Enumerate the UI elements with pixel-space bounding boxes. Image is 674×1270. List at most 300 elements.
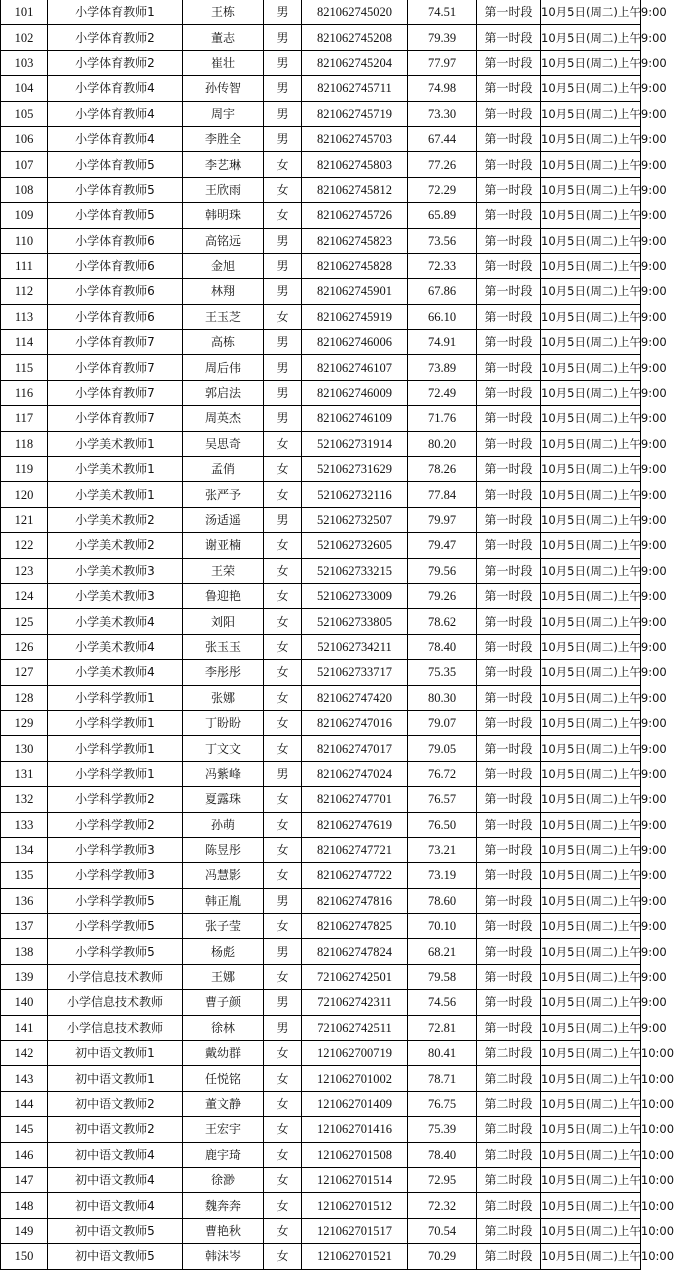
table-row [1, 1015, 641, 1040]
score-cell: 74.51 [408, 0, 477, 25]
row-number: 145 [1, 1117, 48, 1142]
position-cell: 初中语文教师4 [48, 1142, 183, 1167]
row-number: 141 [1, 1015, 48, 1040]
table-row [1, 812, 641, 837]
position-cell: 小学美术教师4 [48, 634, 183, 659]
row-number: 124 [1, 583, 48, 608]
time-cell: 10月5日(周二)上午9:00 [541, 355, 641, 380]
session-cell: 第二时段 [477, 1244, 541, 1269]
session-cell: 第一时段 [477, 837, 541, 862]
table-row [1, 203, 641, 228]
table-row [1, 990, 641, 1015]
session-cell: 第一时段 [477, 583, 541, 608]
row-number: 129 [1, 710, 48, 735]
session-cell: 第一时段 [477, 25, 541, 50]
table-row [1, 761, 641, 786]
time-cell: 10月5日(周二)上午10:00 [541, 1167, 641, 1192]
exam-id-cell: 821062747701 [302, 787, 408, 812]
gender-cell: 女 [264, 964, 302, 989]
position-cell: 小学体育教师2 [48, 50, 183, 75]
time-cell: 10月5日(周二)上午9:00 [541, 279, 641, 304]
exam-id-cell: 821062745726 [302, 203, 408, 228]
position-cell: 小学科学教师3 [48, 837, 183, 862]
gender-cell: 女 [264, 431, 302, 456]
score-cell: 79.47 [408, 533, 477, 558]
position-cell: 小学美术教师3 [48, 558, 183, 583]
table-row [1, 1117, 641, 1142]
name-cell: 陈昱彤 [183, 837, 264, 862]
exam-id-cell: 521062733717 [302, 660, 408, 685]
table-row [1, 0, 641, 25]
gender-cell: 女 [264, 457, 302, 482]
time-cell: 10月5日(周二)上午9:00 [541, 126, 641, 151]
score-cell: 77.84 [408, 482, 477, 507]
time-cell: 10月5日(周二)上午9:00 [541, 812, 641, 837]
row-number: 148 [1, 1193, 48, 1218]
exam-id-cell: 121062701002 [302, 1066, 408, 1091]
name-cell: 王宏宇 [183, 1117, 264, 1142]
time-cell: 10月5日(周二)上午9:00 [541, 431, 641, 456]
table-row [1, 939, 641, 964]
exam-id-cell: 721062742311 [302, 990, 408, 1015]
table-row [1, 1244, 641, 1269]
exam-id-cell: 521062732605 [302, 533, 408, 558]
row-number: 135 [1, 863, 48, 888]
row-number: 140 [1, 990, 48, 1015]
exam-id-cell: 521062733805 [302, 609, 408, 634]
table-row [1, 685, 641, 710]
row-number: 109 [1, 203, 48, 228]
name-cell: 孟俏 [183, 457, 264, 482]
position-cell: 小学体育教师5 [48, 177, 183, 202]
name-cell: 张严予 [183, 482, 264, 507]
name-cell: 王栋 [183, 0, 264, 25]
score-cell: 73.89 [408, 355, 477, 380]
table-row [1, 126, 641, 151]
exam-id-cell: 821062747420 [302, 685, 408, 710]
position-cell: 小学体育教师4 [48, 76, 183, 101]
exam-id-cell: 521062732116 [302, 482, 408, 507]
gender-cell: 女 [264, 837, 302, 862]
score-cell: 72.32 [408, 1193, 477, 1218]
session-cell: 第一时段 [477, 228, 541, 253]
position-cell: 初中语文教师2 [48, 1091, 183, 1116]
session-cell: 第一时段 [477, 253, 541, 278]
table-row [1, 76, 641, 101]
score-cell: 79.56 [408, 558, 477, 583]
score-cell: 65.89 [408, 203, 477, 228]
gender-cell: 女 [264, 177, 302, 202]
table-row [1, 355, 641, 380]
time-cell: 10月5日(周二)上午9:00 [541, 203, 641, 228]
position-cell: 小学体育教师7 [48, 355, 183, 380]
session-cell: 第一时段 [477, 380, 541, 405]
name-cell: 鹿宇琦 [183, 1142, 264, 1167]
gender-cell: 女 [264, 812, 302, 837]
position-cell: 小学体育教师2 [48, 25, 183, 50]
time-cell: 10月5日(周二)上午9:00 [541, 330, 641, 355]
time-cell: 10月5日(周二)上午9:00 [541, 837, 641, 862]
position-cell: 小学美术教师2 [48, 533, 183, 558]
name-cell: 徐林 [183, 1015, 264, 1040]
session-cell: 第二时段 [477, 1117, 541, 1142]
session-cell: 第一时段 [477, 609, 541, 634]
gender-cell: 男 [264, 761, 302, 786]
exam-id-cell: 121062701416 [302, 1117, 408, 1142]
time-cell: 10月5日(周二)上午9:00 [541, 1015, 641, 1040]
gender-cell: 女 [264, 304, 302, 329]
exam-id-cell: 521062733215 [302, 558, 408, 583]
exam-id-cell: 821062745208 [302, 25, 408, 50]
position-cell: 小学科学教师5 [48, 888, 183, 913]
score-cell: 67.86 [408, 279, 477, 304]
position-cell: 小学科学教师2 [48, 787, 183, 812]
exam-id-cell: 821062746109 [302, 406, 408, 431]
row-number: 115 [1, 355, 48, 380]
row-number: 113 [1, 304, 48, 329]
score-cell: 76.72 [408, 761, 477, 786]
time-cell: 10月5日(周二)上午9:00 [541, 634, 641, 659]
session-cell: 第一时段 [477, 482, 541, 507]
row-number: 120 [1, 482, 48, 507]
exam-id-cell: 821062747722 [302, 863, 408, 888]
gender-cell: 男 [264, 25, 302, 50]
table-row [1, 837, 641, 862]
exam-id-cell: 821062745020 [302, 0, 408, 25]
name-cell: 孙传智 [183, 76, 264, 101]
exam-id-cell: 821062746006 [302, 330, 408, 355]
table-row [1, 330, 641, 355]
time-cell: 10月5日(周二)上午9:00 [541, 761, 641, 786]
gender-cell: 男 [264, 279, 302, 304]
position-cell: 小学科学教师2 [48, 812, 183, 837]
position-cell: 小学体育教师4 [48, 126, 183, 151]
exam-id-cell: 821062747017 [302, 736, 408, 761]
time-cell: 10月5日(周二)上午9:00 [541, 736, 641, 761]
score-cell: 66.10 [408, 304, 477, 329]
name-cell: 杨彪 [183, 939, 264, 964]
gender-cell: 男 [264, 330, 302, 355]
gender-cell: 男 [264, 507, 302, 532]
row-number: 147 [1, 1167, 48, 1192]
table-row [1, 583, 641, 608]
exam-id-cell: 821062747825 [302, 914, 408, 939]
session-cell: 第一时段 [477, 279, 541, 304]
exam-id-cell: 821062746009 [302, 380, 408, 405]
time-cell: 10月5日(周二)上午9:00 [541, 76, 641, 101]
gender-cell: 男 [264, 101, 302, 126]
position-cell: 小学美术教师4 [48, 660, 183, 685]
time-cell: 10月5日(周二)上午9:00 [541, 406, 641, 431]
table-row [1, 457, 641, 482]
score-cell: 74.98 [408, 76, 477, 101]
name-cell: 韩沫岑 [183, 1244, 264, 1269]
name-cell: 董文静 [183, 1091, 264, 1116]
gender-cell: 男 [264, 253, 302, 278]
table-row [1, 152, 641, 177]
exam-id-cell: 821062745803 [302, 152, 408, 177]
table-row [1, 304, 641, 329]
gender-cell: 女 [264, 1167, 302, 1192]
name-cell: 汤适遥 [183, 507, 264, 532]
score-cell: 79.97 [408, 507, 477, 532]
name-cell: 冯慧影 [183, 863, 264, 888]
row-number: 139 [1, 964, 48, 989]
session-cell: 第一时段 [477, 76, 541, 101]
exam-id-cell: 121062701521 [302, 1244, 408, 1269]
time-cell: 10月5日(周二)上午9:00 [541, 25, 641, 50]
exam-id-cell: 821062747024 [302, 761, 408, 786]
name-cell: 郭启法 [183, 380, 264, 405]
session-cell: 第一时段 [477, 330, 541, 355]
position-cell: 初中语文教师2 [48, 1117, 183, 1142]
time-cell: 10月5日(周二)上午10:00 [541, 1066, 641, 1091]
position-cell: 小学美术教师4 [48, 609, 183, 634]
table-row [1, 253, 641, 278]
gender-cell: 女 [264, 152, 302, 177]
table-row [1, 1066, 641, 1091]
gender-cell: 女 [264, 533, 302, 558]
exam-id-cell: 821062745204 [302, 50, 408, 75]
position-cell: 小学科学教师1 [48, 685, 183, 710]
session-cell: 第一时段 [477, 304, 541, 329]
exam-id-cell: 121062701409 [302, 1091, 408, 1116]
time-cell: 10月5日(周二)上午9:00 [541, 583, 641, 608]
score-cell: 70.54 [408, 1218, 477, 1243]
position-cell: 初中语文教师1 [48, 1066, 183, 1091]
exam-id-cell: 821062747016 [302, 710, 408, 735]
exam-id-cell: 521062733009 [302, 583, 408, 608]
position-cell: 小学美术教师2 [48, 507, 183, 532]
session-cell: 第一时段 [477, 812, 541, 837]
score-cell: 70.10 [408, 914, 477, 939]
time-cell: 10月5日(周二)上午9:00 [541, 990, 641, 1015]
score-cell: 80.30 [408, 685, 477, 710]
row-number: 146 [1, 1142, 48, 1167]
session-cell: 第一时段 [477, 660, 541, 685]
time-cell: 10月5日(周二)上午10:00 [541, 1041, 641, 1066]
session-cell: 第二时段 [477, 1041, 541, 1066]
name-cell: 王欣雨 [183, 177, 264, 202]
session-cell: 第二时段 [477, 1193, 541, 1218]
table-row [1, 1142, 641, 1167]
score-cell: 79.07 [408, 710, 477, 735]
position-cell: 初中语文教师5 [48, 1244, 183, 1269]
exam-id-cell: 121062701512 [302, 1193, 408, 1218]
session-cell: 第一时段 [477, 990, 541, 1015]
session-cell: 第二时段 [477, 1167, 541, 1192]
table-row [1, 228, 641, 253]
name-cell: 林翔 [183, 279, 264, 304]
gender-cell: 女 [264, 787, 302, 812]
name-cell: 孙萌 [183, 812, 264, 837]
position-cell: 小学美术教师1 [48, 482, 183, 507]
gender-cell: 女 [264, 1218, 302, 1243]
gender-cell: 男 [264, 126, 302, 151]
name-cell: 李艺琳 [183, 152, 264, 177]
position-cell: 小学体育教师1 [48, 0, 183, 25]
exam-id-cell: 821062747824 [302, 939, 408, 964]
session-cell: 第一时段 [477, 507, 541, 532]
score-cell: 79.39 [408, 25, 477, 50]
session-cell: 第一时段 [477, 939, 541, 964]
session-cell: 第一时段 [477, 558, 541, 583]
row-number: 123 [1, 558, 48, 583]
gender-cell: 男 [264, 1015, 302, 1040]
table-body [1, 0, 674, 1269]
table-row [1, 1167, 641, 1192]
time-cell: 10月5日(周二)上午9:00 [541, 660, 641, 685]
position-cell: 小学科学教师1 [48, 736, 183, 761]
position-cell: 小学科学教师1 [48, 710, 183, 735]
exam-id-cell: 821062747619 [302, 812, 408, 837]
row-number: 101 [1, 0, 48, 25]
name-cell: 韩正胤 [183, 888, 264, 913]
score-cell: 73.21 [408, 837, 477, 862]
session-cell: 第一时段 [477, 203, 541, 228]
position-cell: 小学体育教师6 [48, 228, 183, 253]
time-cell: 10月5日(周二)上午10:00 [541, 1117, 641, 1142]
score-cell: 71.76 [408, 406, 477, 431]
time-cell: 10月5日(周二)上午9:00 [541, 787, 641, 812]
score-cell: 78.60 [408, 888, 477, 913]
name-cell: 夏露珠 [183, 787, 264, 812]
table-row [1, 888, 641, 913]
gender-cell: 男 [264, 0, 302, 25]
row-number: 149 [1, 1218, 48, 1243]
name-cell: 丁盼盼 [183, 710, 264, 735]
position-cell: 小学体育教师7 [48, 380, 183, 405]
exam-id-cell: 821062747721 [302, 837, 408, 862]
name-cell: 鲁迎艳 [183, 583, 264, 608]
gender-cell: 女 [264, 914, 302, 939]
exam-id-cell: 821062745703 [302, 126, 408, 151]
exam-id-cell: 821062746107 [302, 355, 408, 380]
table-row [1, 1218, 641, 1243]
table-row [1, 380, 641, 405]
table-row [1, 660, 641, 685]
row-number: 126 [1, 634, 48, 659]
row-number: 103 [1, 50, 48, 75]
score-cell: 79.26 [408, 583, 477, 608]
gender-cell: 女 [264, 660, 302, 685]
position-cell: 小学科学教师3 [48, 863, 183, 888]
row-number: 107 [1, 152, 48, 177]
position-cell: 小学美术教师3 [48, 583, 183, 608]
time-cell: 10月5日(周二)上午9:00 [541, 710, 641, 735]
table-row [1, 279, 641, 304]
position-cell: 初中语文教师5 [48, 1218, 183, 1243]
row-number: 133 [1, 812, 48, 837]
exam-id-cell: 821062745812 [302, 177, 408, 202]
exam-id-cell: 121062701514 [302, 1167, 408, 1192]
score-cell: 78.62 [408, 609, 477, 634]
position-cell: 小学体育教师6 [48, 279, 183, 304]
score-cell: 72.49 [408, 380, 477, 405]
name-cell: 谢亚楠 [183, 533, 264, 558]
row-number: 127 [1, 660, 48, 685]
session-cell: 第二时段 [477, 1218, 541, 1243]
time-cell: 10月5日(周二)上午9:00 [541, 914, 641, 939]
time-cell: 10月5日(周二)上午9:00 [541, 380, 641, 405]
row-number: 106 [1, 126, 48, 151]
position-cell: 小学体育教师7 [48, 406, 183, 431]
time-cell: 10月5日(周二)上午10:00 [541, 1218, 641, 1243]
session-cell: 第一时段 [477, 863, 541, 888]
exam-id-cell: 821062747816 [302, 888, 408, 913]
row-number: 150 [1, 1244, 48, 1269]
exam-id-cell: 821062745901 [302, 279, 408, 304]
name-cell: 曹艳秋 [183, 1218, 264, 1243]
exam-id-cell: 721062742511 [302, 1015, 408, 1040]
score-cell: 80.20 [408, 431, 477, 456]
table-row [1, 1041, 641, 1066]
name-cell: 丁文文 [183, 736, 264, 761]
session-cell: 第一时段 [477, 710, 541, 735]
score-cell: 72.33 [408, 253, 477, 278]
gender-cell: 女 [264, 1244, 302, 1269]
session-cell: 第二时段 [477, 1142, 541, 1167]
position-cell: 小学体育教师6 [48, 253, 183, 278]
session-cell: 第一时段 [477, 685, 541, 710]
row-number: 132 [1, 787, 48, 812]
row-number: 114 [1, 330, 48, 355]
name-cell: 魏奔奔 [183, 1193, 264, 1218]
score-cell: 76.75 [408, 1091, 477, 1116]
name-cell: 王娜 [183, 964, 264, 989]
time-cell: 10月5日(周二)上午9:00 [541, 253, 641, 278]
name-cell: 李胜全 [183, 126, 264, 151]
gender-cell: 女 [264, 583, 302, 608]
score-cell: 78.40 [408, 1142, 477, 1167]
score-cell: 75.39 [408, 1117, 477, 1142]
time-cell: 10月5日(周二)上午9:00 [541, 558, 641, 583]
gender-cell: 女 [264, 1066, 302, 1091]
row-number: 122 [1, 533, 48, 558]
session-cell: 第一时段 [477, 0, 541, 25]
gender-cell: 男 [264, 990, 302, 1015]
exam-id-cell: 121062701508 [302, 1142, 408, 1167]
row-number: 104 [1, 76, 48, 101]
time-cell: 10月5日(周二)上午10:00 [541, 1193, 641, 1218]
row-number: 138 [1, 939, 48, 964]
position-cell: 小学信息技术教师 [48, 990, 183, 1015]
session-cell: 第一时段 [477, 533, 541, 558]
gender-cell: 女 [264, 634, 302, 659]
session-cell: 第一时段 [477, 914, 541, 939]
name-cell: 周英杰 [183, 406, 264, 431]
table-row [1, 507, 641, 532]
position-cell: 小学体育教师5 [48, 152, 183, 177]
gender-cell: 女 [264, 482, 302, 507]
position-cell: 初中语文教师4 [48, 1167, 183, 1192]
gender-cell: 女 [264, 863, 302, 888]
score-cell: 78.40 [408, 634, 477, 659]
position-cell: 初中语文教师1 [48, 1041, 183, 1066]
gender-cell: 女 [264, 203, 302, 228]
session-cell: 第一时段 [477, 101, 541, 126]
gender-cell: 男 [264, 355, 302, 380]
score-cell: 77.97 [408, 50, 477, 75]
score-cell: 72.81 [408, 1015, 477, 1040]
row-number: 128 [1, 685, 48, 710]
table-row [1, 1091, 641, 1116]
score-cell: 79.05 [408, 736, 477, 761]
position-cell: 小学体育教师7 [48, 330, 183, 355]
gender-cell: 女 [264, 1117, 302, 1142]
row-number: 105 [1, 101, 48, 126]
row-number: 142 [1, 1041, 48, 1066]
